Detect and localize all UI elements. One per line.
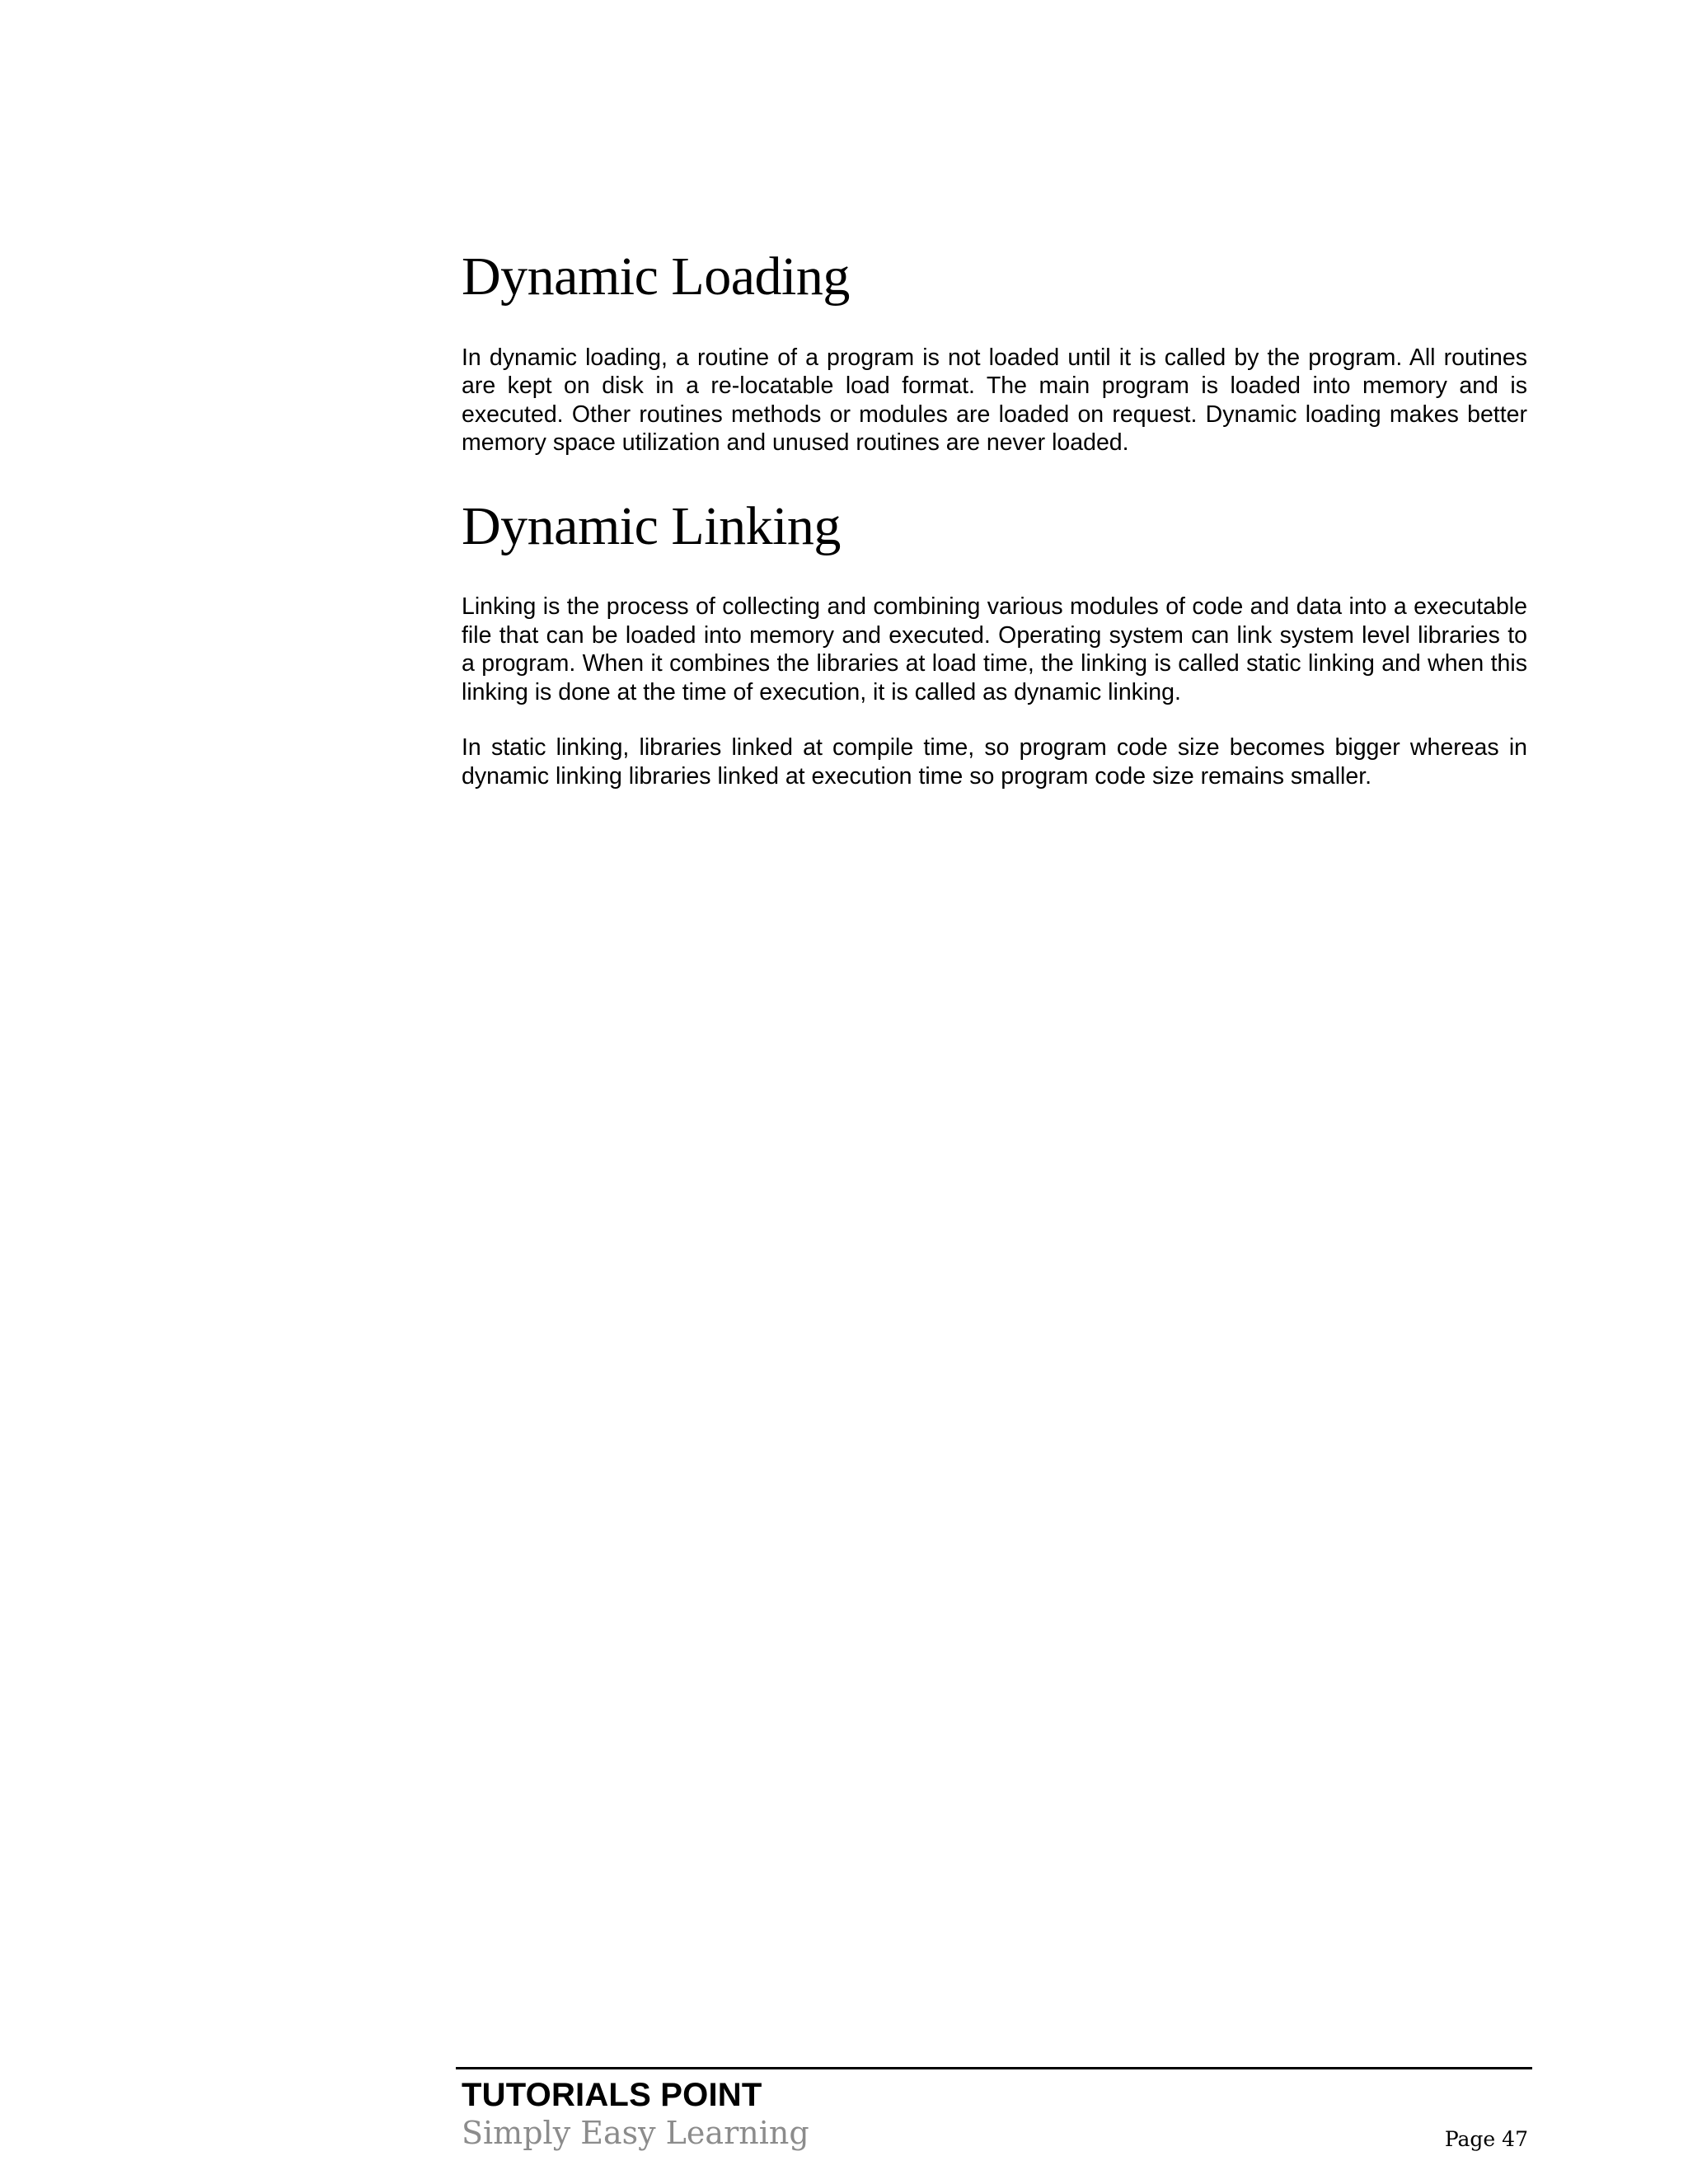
- page-number: Page 47: [1444, 2127, 1528, 2151]
- paragraph-dynamic-loading: In dynamic loading, a routine of a program is not loaded until it is called by the program. All routines are kept on disk in a re-locatable load format. The main program is loaded into memory and is executed. Other routines methods or modules are loaded on request. Dynamic loading makes better memory space utilization and unused routines are never loaded.: [462, 344, 1527, 457]
- section-heading-dynamic-loading: Dynamic Loading: [462, 246, 850, 307]
- footer-tagline: Simply Easy Learning: [462, 2115, 809, 2151]
- page-content: [462, 247, 1527, 790]
- section-heading-dynamic-linking: Dynamic Linking: [462, 495, 841, 556]
- footer-brand: TUTORIALS POINT: [462, 2077, 762, 2113]
- paragraph-dynamic-linking-definition: Linking is the process of collecting and combining various modules of code and data into a executable file that can be loaded into memory and executed. Operating system can link system level libraries to a program. When it combines the libraries at load time, the linking is called static linking and when this linking is done at the time of execution, it is called as dynamic linking.: [462, 593, 1527, 705]
- footer-divider: [456, 2067, 1532, 2069]
- paragraph-static-vs-dynamic-linking: In static linking, libraries linked at compile time, so program code size becomes bigger whereas in dynamic linking libraries linked at execution time so program code size remains smaller.: [462, 734, 1527, 790]
